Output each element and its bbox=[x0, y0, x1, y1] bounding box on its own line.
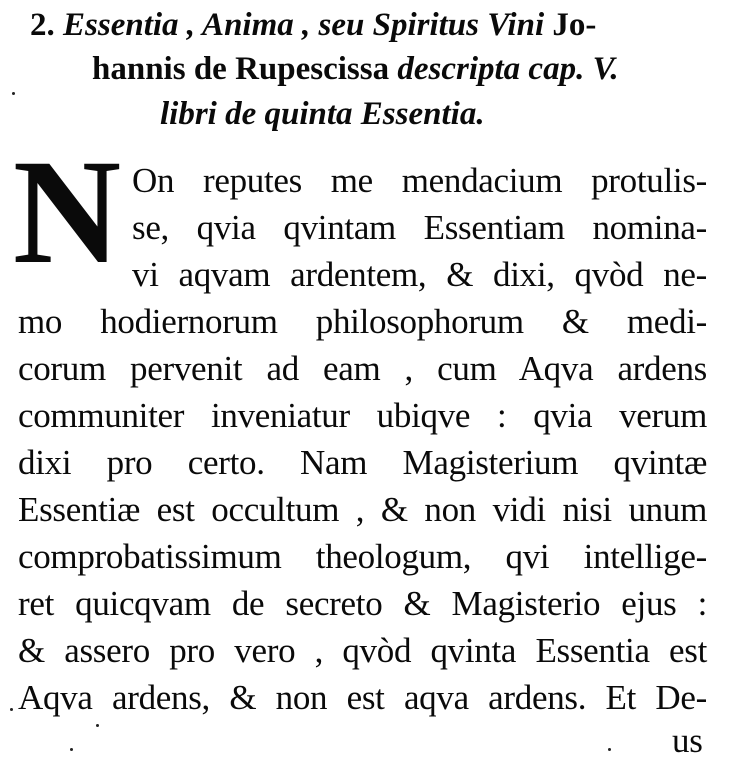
body-line-3: vi aqvam ardentem, & dixi, qvòd ne- bbox=[132, 255, 707, 294]
body-line-7: dixi pro certo. Nam Magisterium qvintæ bbox=[18, 443, 707, 482]
body-line-9: comprobatissimum theologum, qvi intellige- bbox=[18, 537, 707, 576]
heading-line-2 bbox=[92, 48, 619, 90]
heading-title-italic: Essentia , Anima , seu Spiritus Vini bbox=[63, 7, 545, 43]
body-line-8: Essentiæ est occultum , & non vidi nisi unum bbox=[18, 490, 707, 529]
catchword: us bbox=[672, 721, 703, 760]
print-speck bbox=[12, 92, 15, 95]
heading-line-3 bbox=[160, 93, 485, 135]
heading-line-1 bbox=[30, 4, 700, 46]
heading-author: hannis de Rupescissa bbox=[92, 51, 390, 87]
body-line-2: se, qvia qvintam Essentiam nomina- bbox=[132, 208, 707, 247]
heading-reference: descripta cap. V. bbox=[397, 51, 619, 87]
body-line-1: On reputes me mendacium protulis- bbox=[132, 161, 707, 200]
body-line-4: mo hodiernorum philosophorum & medi- bbox=[18, 302, 707, 341]
print-speck bbox=[608, 748, 611, 751]
heading-book: libri de quinta Essentia. bbox=[160, 96, 485, 132]
print-speck bbox=[10, 708, 13, 711]
body-line-11: & assero pro vero , qvòd qvinta Essentia est bbox=[18, 631, 707, 670]
drop-cap-letter: N bbox=[12, 129, 122, 295]
body-line-12: Aqva ardens, & non est aqva ardens. Et De- bbox=[18, 678, 707, 717]
body-line-6: communiter inveniatur ubiqve : qvia verum bbox=[18, 396, 707, 435]
print-speck bbox=[70, 748, 73, 751]
heading-title-roman: Jo- bbox=[552, 7, 597, 43]
print-speck bbox=[96, 724, 99, 727]
body-line-10: ret quicqvam de secreto & Magisterio ejus : bbox=[18, 584, 707, 623]
heading-number: 2. bbox=[30, 7, 55, 43]
body-line-5: corum pervenit ad eam , cum Aqva ardens bbox=[18, 349, 707, 388]
